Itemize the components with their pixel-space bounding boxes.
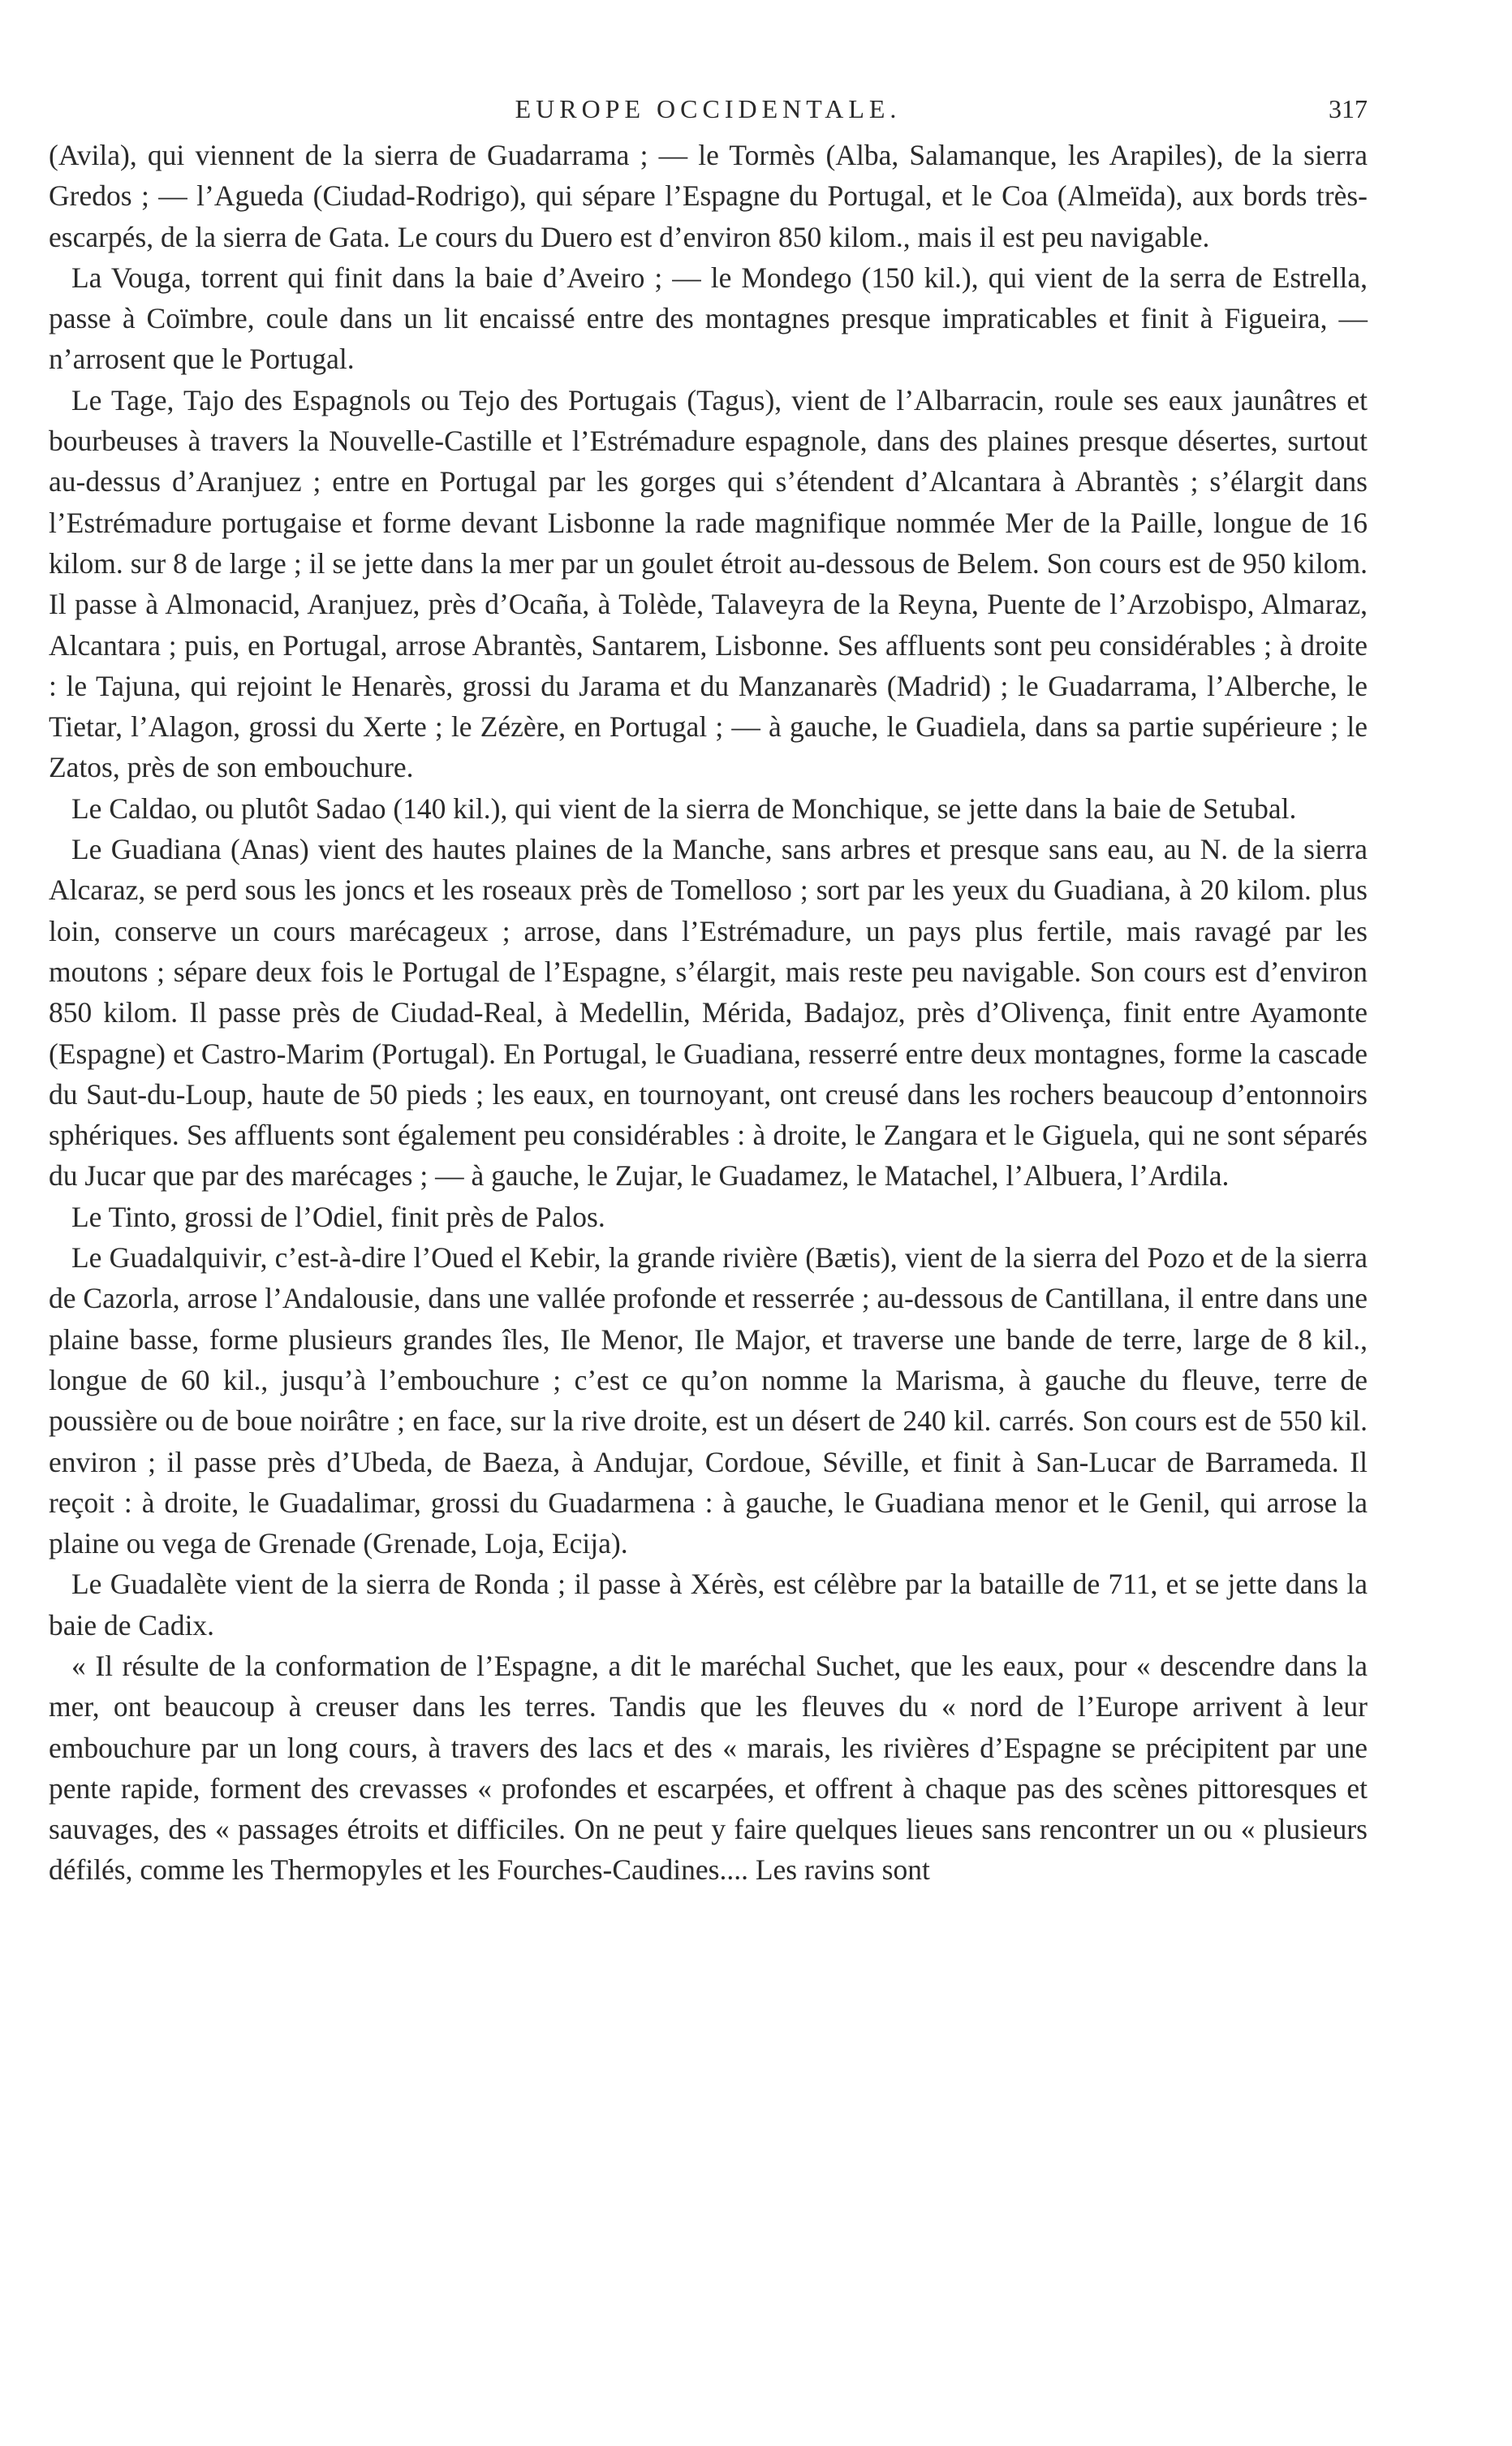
paragraph: (Avila), qui viennent de la sierra de Guadarrama ; — le Tormès (Alba, Salamanque, les Arapiles), de la sierra Gredos ; — l’Agueda (Ciudad-Rodrigo), qui sépare l’Espagne du Portugal, et le Coa (Almeïda), aux bords très-escarpés, de la sierra de Gata. Le cours du Duero est d’environ 850 kilom., mais il est peu navigable. [49, 139, 1368, 253]
quotation: « Il résulte de la conformation de l’Espagne, a dit le maréchal Suchet, que les eaux, pour « descendre dans la mer, ont beaucoup à creuser dans les terres. Tandis que les fleuves du « nord de l’Europe arrivent à leur embouchure par un long cours, à travers des lacs et des « marais, les rivières d’Espagne se précipitent par une pente rapide, forment des crevasses « profondes et escarpées, et offrent à chaque pas des scènes pittoresques et sauvages, des « passages étroits et difficiles. On ne peut y faire quelques lieues sans rencontrer un ou « plusieurs défilés, comme les Thermopyles et les Fourches-Caudines.... Les ravins sont [49, 1649, 1368, 1887]
body-text [49, 135, 1368, 1891]
paragraph: Le Guadalète vient de la sierra de Ronda ; il passe à Xérès, est célèbre par la bataille de 711, et se jette dans la baie de Cadix. [49, 1568, 1368, 1641]
paragraph: La Vouga, torrent qui finit dans la baie d’Aveiro ; — le Mondego (150 kil.), qui vient de la serra de Estrella, passe à Coïmbre, coule dans un lit encaissé entre des montagnes presque impraticables et finit à Figueira, — n’arrosent que le Portugal. [49, 261, 1368, 376]
paragraph: Le Guadiana (Anas) vient des hautes plaines de la Manche, sans arbres et presque sans eau, au N. de la sierra Alcaraz, se perd sous les joncs et les roseaux près de Tomelloso ; sort par les yeux du Guadiana, à 20 kilom. plus loin, conserve un cours marécageux ; arrose, dans l’Estrémadure, un pays plus fertile, mais ravagé par les moutons ; sépare deux fois le Portugal de l’Espagne, s’élargit, mais reste peu navigable. Son cours est d’environ 850 kilom. Il passe près de Ciudad-Real, à Medellin, Mérida, Badajoz, près d’Olivença, finit entre Ayamonte (Espagne) et Castro-Marim (Portugal). En Portugal, le Guadiana, resserré entre deux montagnes, forme la cascade du Saut-du-Loup, haute de 50 pieds ; les eaux, en tournoyant, ont creusé dans les rochers beaucoup d’entonnoirs sphériques. Ses affluents sont également peu considérables : à droite, le Zangara et le Giguela, qui ne sont séparés du Jucar que par des marécages ; — à gauche, le Zujar, le Guadamez, le Matachel, l’Albuera, l’Ardila. [49, 833, 1368, 1193]
paragraph: Le Tage, Tajo des Espagnols ou Tejo des Portugais (Tagus), vient de l’Albarracin, roule ses eaux jaunâtres et bourbeuses à travers la Nouvelle-Castille et l’Estrémadure espagnole, dans des plaines presque désertes, surtout au-dessus d’Aranjuez ; entre en Portugal par les gorges qui s’étendent d’Alcantara à Abrantès ; s’élargit dans l’Estrémadure portugaise et forme devant Lisbonne la rade magnifique nommée Mer de la Paille, longue de 16 kilom. sur 8 de large ; il se jette dans la mer par un goulet étroit au-dessous de Belem. Son cours est de 950 kilom. Il passe à Almonacid, Aranjuez, près d’Ocaña, à Tolède, Talaveyra de la Reyna, Puente de l’Arzobispo, Almaraz, Alcantara ; puis, en Portugal, arrose Abrantès, Santarem, Lisbonne. Ses affluents sont peu considérables ; à droite : le Tajuna, qui rejoint le Henarès, grossi du Jarama et du Manzanarès (Madrid) ; le Guadarrama, l’Alberche, le Tietar, l’Alagon, grossi du Xerte ; le Zézère, en Portugal ; — à gauche, le Guadiela, dans sa partie supérieure ; le Zatos, près de son embouchure. [49, 383, 1368, 784]
paragraph: Le Tinto, grossi de l’Odiel, finit près de Palos. [71, 1200, 605, 1233]
running-header [49, 91, 1368, 132]
paragraph: Le Guadalquivir, c’est-à-dire l’Oued el Kebir, la grande rivière (Bætis), vient de la sierra del Pozo et de la sierra de Cazorla, arrose l’Andalousie, dans une vallée profonde et resserrée ; au-dessous de Cantillana, il entre dans une plaine basse, forme plusieurs grandes îles, Ile Menor, Ile Major, et traverse une bande de terre, large de 8 kil., longue de 60 kil., jusqu’à l’embouchure ; c’est ce qu’on nomme la Marisma, à gauche du fleuve, terre de poussière ou de boue noirâtre ; en face, sur la rive droite, est un désert de 240 kil. carrés. Son cours est de 550 kil. environ ; il passe près d’Ubeda, de Baeza, à Andujar, Cordoue, Séville, et finit à San-Lucar de Barrameda. Il reçoit : à droite, le Guadalimar, grossi du Guadarmena : à gauche, le Guadiana menor et le Genil, qui arrose la plaine ou vega de Grenade (Grenade, Loja, Ecija). [49, 1241, 1368, 1560]
paragraph: Le Caldao, ou plutôt Sadao (140 kil.), qui vient de la sierra de Monchique, se jette dans la baie de Setubal. [71, 792, 1297, 825]
header-title: EUROPE OCCIDENTALE. [515, 94, 902, 123]
page-number: 317 [1329, 94, 1368, 123]
